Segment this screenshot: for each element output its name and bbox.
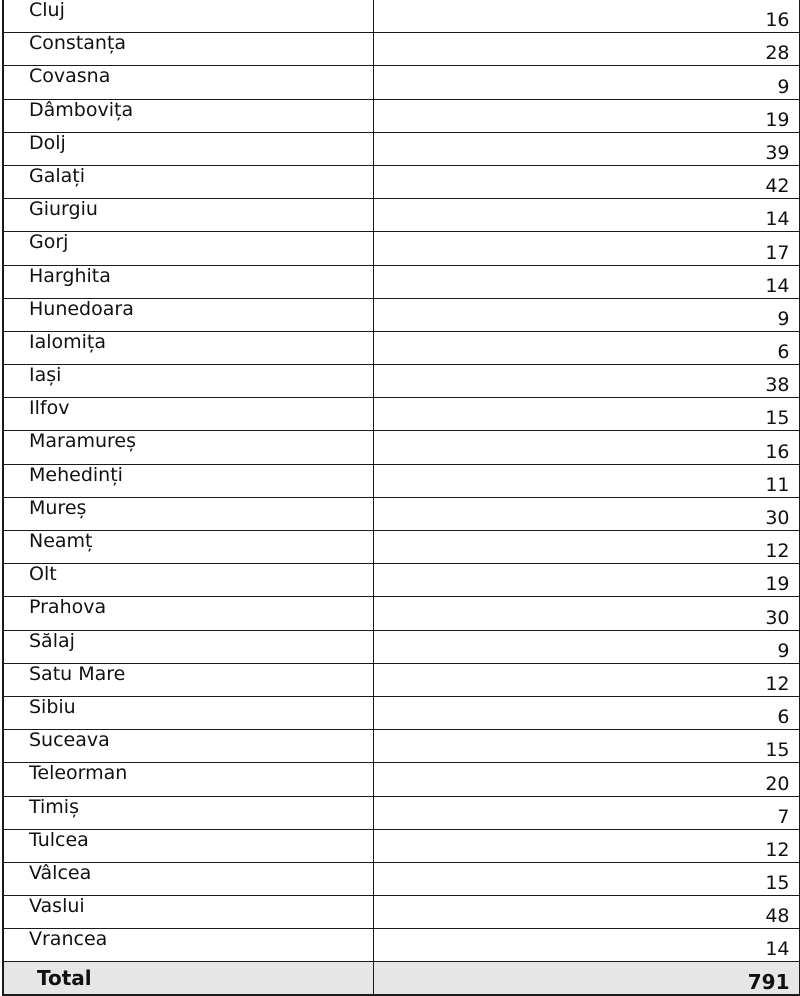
- table-row: [3, 597, 799, 630]
- table-row: [3, 564, 799, 597]
- county-name: Teleorman: [3, 763, 373, 796]
- table-row: [3, 99, 799, 132]
- table-row: [3, 331, 799, 364]
- county-count: 42: [373, 165, 799, 198]
- county-name: Mehedinți: [3, 464, 373, 497]
- table-row: [3, 730, 799, 763]
- county-name: Gorj: [3, 232, 373, 265]
- county-name: Harghita: [3, 265, 373, 298]
- county-name: Cluj: [3, 0, 373, 33]
- table-row: [3, 929, 799, 962]
- county-count: 17: [373, 232, 799, 265]
- county-name: Olt: [3, 564, 373, 597]
- table-row: [3, 630, 799, 663]
- table-row: [3, 165, 799, 198]
- table-row: [3, 663, 799, 696]
- county-table: [2, 0, 800, 996]
- table-row: [3, 696, 799, 729]
- total-count: 791: [373, 962, 799, 996]
- county-count: 30: [373, 497, 799, 530]
- table-row: [3, 398, 799, 431]
- table-row: [3, 464, 799, 497]
- county-count: 28: [373, 33, 799, 66]
- county-count: 6: [373, 696, 799, 729]
- county-table-body: [3, 0, 799, 995]
- total-label: Total: [3, 962, 373, 996]
- county-count: 30: [373, 597, 799, 630]
- county-count: 12: [373, 663, 799, 696]
- county-count: 19: [373, 564, 799, 597]
- table-row: [3, 862, 799, 895]
- county-count: 9: [373, 66, 799, 99]
- county-count: 39: [373, 132, 799, 165]
- county-count: 16: [373, 431, 799, 464]
- county-count: 7: [373, 796, 799, 829]
- total-row: [3, 962, 799, 996]
- county-count: 12: [373, 829, 799, 862]
- table-row: [3, 0, 799, 33]
- county-name: Mureș: [3, 497, 373, 530]
- county-name: Sibiu: [3, 696, 373, 729]
- county-name: Ialomița: [3, 331, 373, 364]
- table-row: [3, 265, 799, 298]
- county-count: 19: [373, 99, 799, 132]
- table-row: [3, 66, 799, 99]
- county-name: Satu Mare: [3, 663, 373, 696]
- county-count: 38: [373, 365, 799, 398]
- table-row: [3, 33, 799, 66]
- county-name: Dolj: [3, 132, 373, 165]
- county-name: Galați: [3, 165, 373, 198]
- county-name: Prahova: [3, 597, 373, 630]
- table-row: [3, 796, 799, 829]
- table-row: [3, 298, 799, 331]
- county-count: 15: [373, 862, 799, 895]
- county-name: Giurgiu: [3, 199, 373, 232]
- county-name: Vrancea: [3, 929, 373, 962]
- county-name: Hunedoara: [3, 298, 373, 331]
- table-row: [3, 132, 799, 165]
- table-row: [3, 232, 799, 265]
- county-name: Vâlcea: [3, 862, 373, 895]
- county-name: Ilfov: [3, 398, 373, 431]
- county-name: Dâmbovița: [3, 99, 373, 132]
- county-name: Constanța: [3, 33, 373, 66]
- county-name: Timiș: [3, 796, 373, 829]
- county-count: 12: [373, 531, 799, 564]
- table-row: [3, 896, 799, 929]
- county-count: 6: [373, 331, 799, 364]
- table-row: [3, 763, 799, 796]
- county-count: 15: [373, 730, 799, 763]
- county-name: Vaslui: [3, 896, 373, 929]
- table-row: [3, 531, 799, 564]
- county-count: 15: [373, 398, 799, 431]
- county-count: 9: [373, 298, 799, 331]
- county-count: 48: [373, 896, 799, 929]
- county-count: 20: [373, 763, 799, 796]
- county-name: Suceava: [3, 730, 373, 763]
- table-row: [3, 497, 799, 530]
- county-count: 14: [373, 265, 799, 298]
- table-row: [3, 365, 799, 398]
- table-row: [3, 431, 799, 464]
- county-count: 11: [373, 464, 799, 497]
- table-row: [3, 829, 799, 862]
- county-name: Sălaj: [3, 630, 373, 663]
- county-name: Covasna: [3, 66, 373, 99]
- county-count: 14: [373, 199, 799, 232]
- table-row: [3, 199, 799, 232]
- county-name: Tulcea: [3, 829, 373, 862]
- county-count: 9: [373, 630, 799, 663]
- county-name: Neamț: [3, 531, 373, 564]
- county-name: Iași: [3, 365, 373, 398]
- county-count: 16: [373, 0, 799, 33]
- county-name: Maramureș: [3, 431, 373, 464]
- county-count: 14: [373, 929, 799, 962]
